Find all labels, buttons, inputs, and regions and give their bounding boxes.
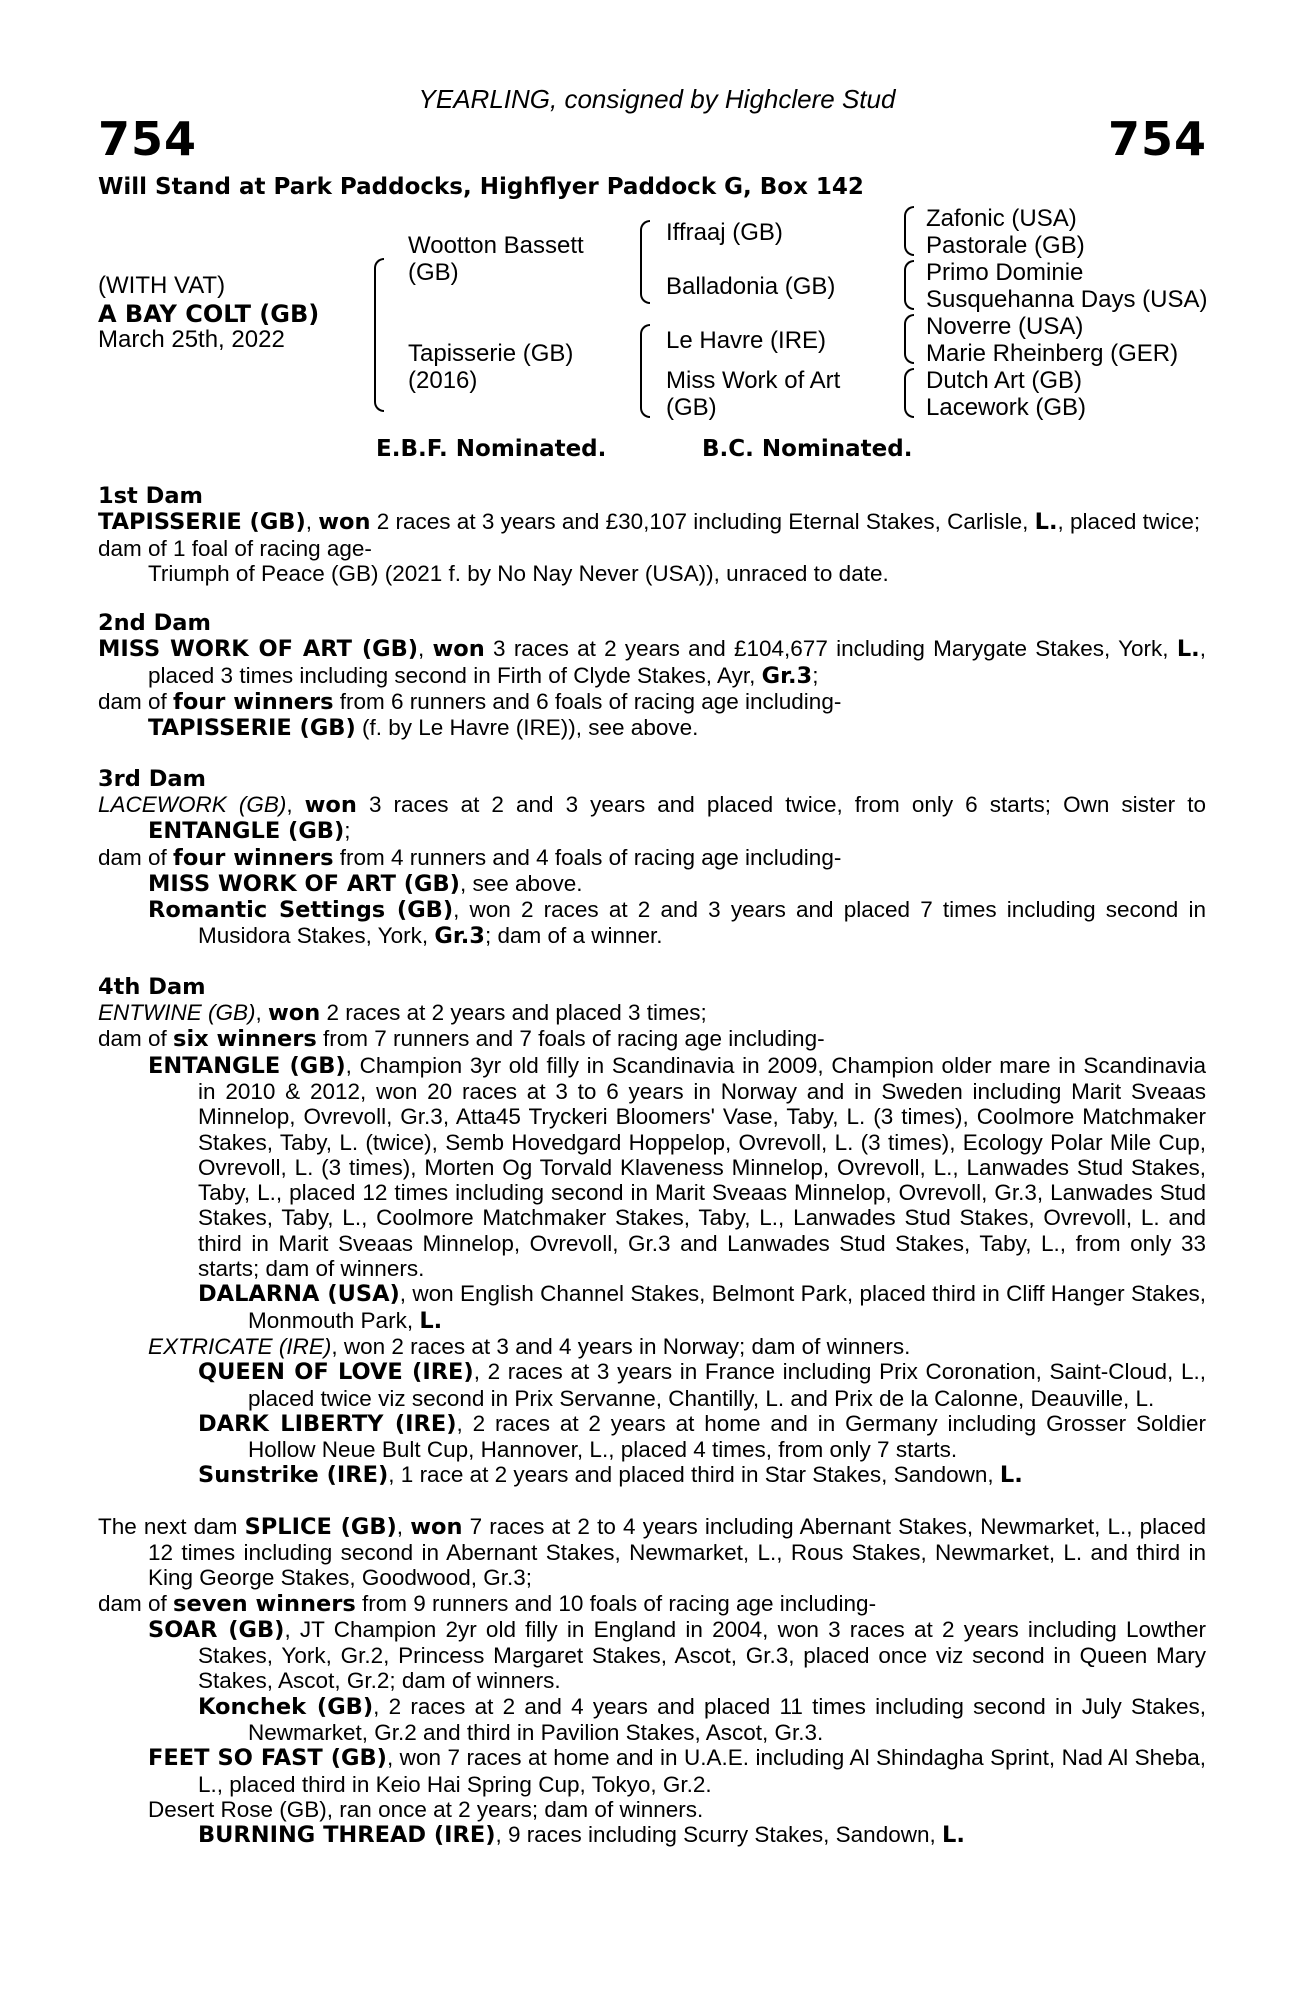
third-dam-heading: 3rd Dam xyxy=(98,765,206,792)
progeny-name: ENTANGLE (GB) xyxy=(148,1052,346,1079)
progeny-text: , won English Channel Stakes, Belmont Park, placed third in Cliff Hanger Stakes, Monmouth Park, xyxy=(248,1281,1206,1333)
third-dam-text1: 3 races at 2 and 3 years and placed twice, from only 6 starts; Own sister to xyxy=(356,791,1206,817)
progeny-name: FEET SO FAST (GB) xyxy=(148,1745,387,1772)
horse-name: A BAY COLT (GB) xyxy=(98,300,320,328)
produce-record xyxy=(98,484,1206,1849)
next-dam-name: SPLICE (GB) xyxy=(244,1513,397,1540)
progeny-name: TAPISSERIE (GB) xyxy=(148,715,356,742)
progeny-name: BURNING THREAD (IRE) xyxy=(198,1822,496,1849)
first-dam-text2: , placed twice; xyxy=(1057,509,1201,535)
second-dam-name: MISS WORK OF ART (GB) xyxy=(98,636,418,663)
damof-prefix: dam of xyxy=(98,1590,174,1616)
next-dam-text: 7 races at 2 to 4 years including Abernant Stakes, Newmarket, L., placed 12 times including second in Abernant Stakes, Newmarket, L., Rous Stakes, Newmarket, L. and third in King George Stakes, Goodwood, Gr.3; xyxy=(148,1513,1206,1591)
next-dam-entry: The next dam SPLICE (GB), won 7 races at 2 to 4 years including Abernant Stakes, Newmarket, L., placed 12 times including second in Abernant Stakes, Newmarket, L., Rous Stakes, Newmarket, L. and third in King George Stakes, Goodwood, Gr.3; xyxy=(98,1513,1206,1591)
fourth-dam-text1: 2 races at 2 years and placed 3 times; xyxy=(320,1000,707,1026)
g3-dsd: Marie Rheinberg (GER) xyxy=(926,340,1179,367)
damof-prefix: dam of xyxy=(98,844,174,870)
third-dam-progeny-1 xyxy=(98,871,1206,897)
lot-number-right: 754 xyxy=(1108,112,1208,166)
second-dam-produce xyxy=(98,689,1206,715)
ebf-nomination: E.B.F. Nominated. xyxy=(376,436,607,462)
progeny-name: EXTRICATE (IRE) xyxy=(148,1333,332,1359)
dam-name-line2: (2016) xyxy=(408,367,478,394)
first-dam-entry: TAPISSERIE (GB), won 2 races at 3 years and £30,107 including Eternal Stakes, Carlisle, L., placed twice; xyxy=(98,509,1201,536)
bc-nomination: B.C. Nominated. xyxy=(702,436,913,462)
pedigree-brace-dam xyxy=(640,324,650,418)
dam-dam-line2: (GB) xyxy=(666,394,717,421)
progeny-text: , 1 race at 2 years and placed third in Star Stakes, Sandown, xyxy=(388,1462,1000,1488)
progeny-text: , 2 races at 3 years in France including Prix Coronation, Saint-Cloud, L., placed twice viz second in Prix Servanne, Chantilly, L. and Prix de la Calonne, Deauville, L. xyxy=(248,1359,1206,1411)
second-dam-text3: ; xyxy=(812,662,819,688)
progeny-name: SOAR (GB) xyxy=(148,1616,285,1643)
first-dam-heading: 1st Dam xyxy=(98,483,203,509)
first-dam-foal: Triumph of Peace (GB) (2021 f. by No Nay Never (USA)), unraced to date. xyxy=(148,560,889,586)
progeny-name: Konchek (GB) xyxy=(198,1693,374,1720)
first-dam-produce: dam of 1 foal of racing age- xyxy=(98,535,372,561)
second-dam-text2: , placed 3 times including second in Firth of Clyde Stakes, Ayr, xyxy=(148,636,1206,688)
progeny-name: Sunstrike (IRE) xyxy=(198,1462,389,1489)
won-label: won xyxy=(318,509,371,536)
feet-so-fast-entry xyxy=(98,1745,1206,1797)
pedigree-brace-g3-3 xyxy=(904,314,914,364)
vat-note: (WITH VAT) xyxy=(98,272,226,299)
won-label: won xyxy=(432,636,485,663)
second-dam-progeny xyxy=(98,715,1206,741)
foaling-date: March 25th, 2022 xyxy=(98,326,285,353)
progeny-text: , 2 races at 2 and 4 years and placed 11 times including second in July Stakes, Newmarket, Gr.2 and third in Pavilion Stakes, Ascot, Gr.3. xyxy=(248,1693,1206,1746)
dam-sire: Le Havre (IRE) xyxy=(666,327,827,354)
stand-location: Will Stand at Park Paddocks, Highflyer Paddock G, Box 142 xyxy=(98,174,864,200)
group-mark: Gr.3 xyxy=(761,662,813,689)
damof-prefix: dam of xyxy=(98,689,174,715)
progeny-text: , won 2 races at 3 and 4 years in Norway; dam of winners. xyxy=(331,1333,911,1359)
lot-number-left: 754 xyxy=(98,112,198,166)
konchek-entry xyxy=(98,1694,1206,1746)
g3-ddd: Lacework (GB) xyxy=(926,394,1087,421)
third-dam-progeny-2 xyxy=(98,897,1206,950)
won-label: won xyxy=(268,1000,321,1027)
progeny-text: , see above. xyxy=(459,870,583,896)
fourth-dam-entry: ENTWINE (GB), won 2 races at 2 years and placed 3 times; xyxy=(98,1000,707,1027)
progeny-text: , won 2 races at 2 and 3 years and placed 7 times including second in Musidora Stakes, York, xyxy=(198,897,1207,949)
pedigree-brace-gen1 xyxy=(374,258,384,412)
extricate-entry xyxy=(98,1334,1206,1359)
won-label: won xyxy=(410,1513,463,1540)
third-dam-text2: ; xyxy=(344,818,351,844)
burning-thread-entry xyxy=(98,1822,1206,1848)
pedigree-brace-g3-2 xyxy=(904,260,914,310)
won-label: won xyxy=(304,791,357,818)
winners-count: four winners xyxy=(173,844,334,871)
consignment-line: YEARLING, consigned by Highclere Stud xyxy=(418,84,896,114)
dark-liberty-entry xyxy=(98,1411,1206,1463)
progeny-name: MISS WORK OF ART (GB) xyxy=(148,870,460,897)
sire-dam: Balladonia (GB) xyxy=(666,273,836,300)
third-dam-name: LACEWORK (GB) xyxy=(98,791,287,817)
desert-rose-entry: Desert Rose (GB), ran once at 2 years; dam of winners. xyxy=(148,1796,704,1822)
progeny-name: DALARNA (USA) xyxy=(198,1281,400,1308)
sire-name-line1: Wootton Bassett xyxy=(408,232,584,259)
sister-name: ENTANGLE (GB) xyxy=(148,818,345,845)
dalarna-entry xyxy=(98,1281,1206,1334)
progeny-text: (f. by Le Havre (IRE)), see above. xyxy=(355,715,699,741)
queen-entry xyxy=(98,1359,1206,1411)
sunstrike-entry xyxy=(98,1462,1206,1488)
next-dam-produce xyxy=(98,1591,1206,1617)
g3-ssd: Pastorale (GB) xyxy=(926,232,1085,259)
g3-sss: Zafonic (USA) xyxy=(926,205,1077,232)
damof-prefix: dam of xyxy=(98,1026,174,1052)
third-dam-entry: LACEWORK (GB), won 3 races at 2 and 3 years and placed twice, from only 6 starts; Own sister to ENTANGLE (GB); xyxy=(98,791,1206,845)
dam-name-line1: Tapisserie (GB) xyxy=(408,340,574,367)
pedigree-brace-g3-4 xyxy=(904,368,914,418)
sire-name-line2: (GB) xyxy=(408,259,459,286)
listed-mark: L. xyxy=(942,1822,965,1849)
g3-dss: Noverre (USA) xyxy=(926,313,1084,340)
pedigree-brace-g3-1 xyxy=(904,206,914,256)
second-dam-entry: MISS WORK OF ART (GB), won 3 races at 2 years and £104,677 including Marygate Stakes, York, L., placed 3 times including second in Firth of Clyde Stakes, Ayr, Gr.3; xyxy=(98,636,1206,689)
fourth-dam-produce xyxy=(98,1026,1206,1052)
second-dam-text1: 3 races at 2 years and £104,677 including Marygate Stakes, York, xyxy=(484,636,1177,662)
g3-sdd: Susquehanna Days (USA) xyxy=(926,286,1208,313)
sire-sire: Iffraaj (GB) xyxy=(666,219,783,246)
pedigree-brace-sire xyxy=(640,220,650,304)
progeny-text: , Champion 3yr old filly in Scandinavia in 2009, Champion older mare in Scandinavia in 2010 & 2012, won 20 races at 3 to 6 years in Norway and in Sweden including Marit Sveaas Minnelop, Ovrevoll, Gr.3, Atta45 Tryckeri Bloomers' Vase, Taby, L. (3 times), Coolmore Matchmaker Stakes, Taby, L. (twice), Semb Hovedgard Hoppelop, Ovrevoll, L. (3 times), Ecology Polar Mile Cup, Ovrevoll, L. (3 times), Morten Og Torvald Klaveness Minnelop, Ovrevoll, L., Lanwades Stud Stakes, Taby, L., placed 12 times including second in Marit Sveaas Minnelop, Ovrevoll, Gr.3, Lanwades Stud Stakes, Taby, L., Coolmore Matchmaker Stakes, Taby, L., Lanwades Stud Stakes, Ovrevoll, L. and third in Marit Sveaas Minnelop, Ovrevoll, Gr.3 and Lanwades Stud Stakes, Taby, L., from only 33 starts; dam of winners. xyxy=(198,1052,1206,1282)
damof-suffix: from 9 runners and 10 foals of racing age including- xyxy=(355,1590,877,1616)
damof-suffix: from 7 runners and 7 foals of racing age including- xyxy=(316,1026,825,1052)
listed-mark: L. xyxy=(999,1462,1023,1489)
progeny-name: QUEEN OF LOVE (IRE) xyxy=(198,1359,474,1386)
fourth-dam-name: ENTWINE (GB) xyxy=(98,1000,256,1026)
progeny-text: , 2 races at 2 years at home and in Germany including Grosser Soldier Hollow Neue Bult Cup, Hannover, L., placed 4 times, from only 7 starts. xyxy=(248,1410,1206,1463)
listed-mark: L. xyxy=(419,1307,443,1334)
group-mark: Gr.3 xyxy=(434,923,485,950)
g3-sds: Primo Dominie xyxy=(926,259,1084,286)
first-dam-name: TAPISSERIE (GB) xyxy=(98,509,306,536)
soar-entry xyxy=(98,1617,1206,1694)
listed-mark: L. xyxy=(1176,636,1200,663)
damof-suffix: from 4 runners and 4 foals of racing age including- xyxy=(333,844,842,870)
second-dam-heading: 2nd Dam xyxy=(98,610,211,637)
winners-count: four winners xyxy=(173,689,334,716)
progeny-name: DARK LIBERTY (IRE) xyxy=(198,1410,457,1437)
progeny-text2: ; dam of a winner. xyxy=(484,923,663,949)
progeny-text: , 9 races including Scurry Stakes, Sandown, xyxy=(495,1822,942,1848)
progeny-name: Romantic Settings (GB) xyxy=(148,897,454,924)
winners-count: six winners xyxy=(173,1026,317,1053)
dam-dam-line1: Miss Work of Art xyxy=(666,367,841,394)
listed-mark: L. xyxy=(1034,509,1058,536)
fourth-dam-heading: 4th Dam xyxy=(98,973,206,1000)
progeny-text: , JT Champion 2yr old filly in England in 2004, won 3 races at 2 years including Lowther Stakes, York, Gr.2, Princess Margaret Stakes, Ascot, Gr.3, placed once viz second in Queen Mary Stakes, Ascot, Gr.2; dam of winners. xyxy=(198,1616,1207,1694)
entangle-entry xyxy=(98,1053,1206,1282)
next-dam-lead: The next dam xyxy=(98,1513,245,1539)
progeny-text: , won 7 races at home and in U.A.E. including Al Shindagha Sprint, Nad Al Sheba, L., placed third in Keio Hai Spring Cup, Tokyo, Gr.2. xyxy=(198,1745,1206,1797)
g3-dds: Dutch Art (GB) xyxy=(926,367,1083,394)
damof-suffix: from 6 runners and 6 foals of racing age including- xyxy=(333,689,842,715)
third-dam-produce xyxy=(98,845,1206,871)
first-dam-text: 2 races at 3 years and £30,107 including Eternal Stakes, Carlisle, xyxy=(370,509,1035,535)
winners-count: seven winners xyxy=(173,1590,356,1617)
